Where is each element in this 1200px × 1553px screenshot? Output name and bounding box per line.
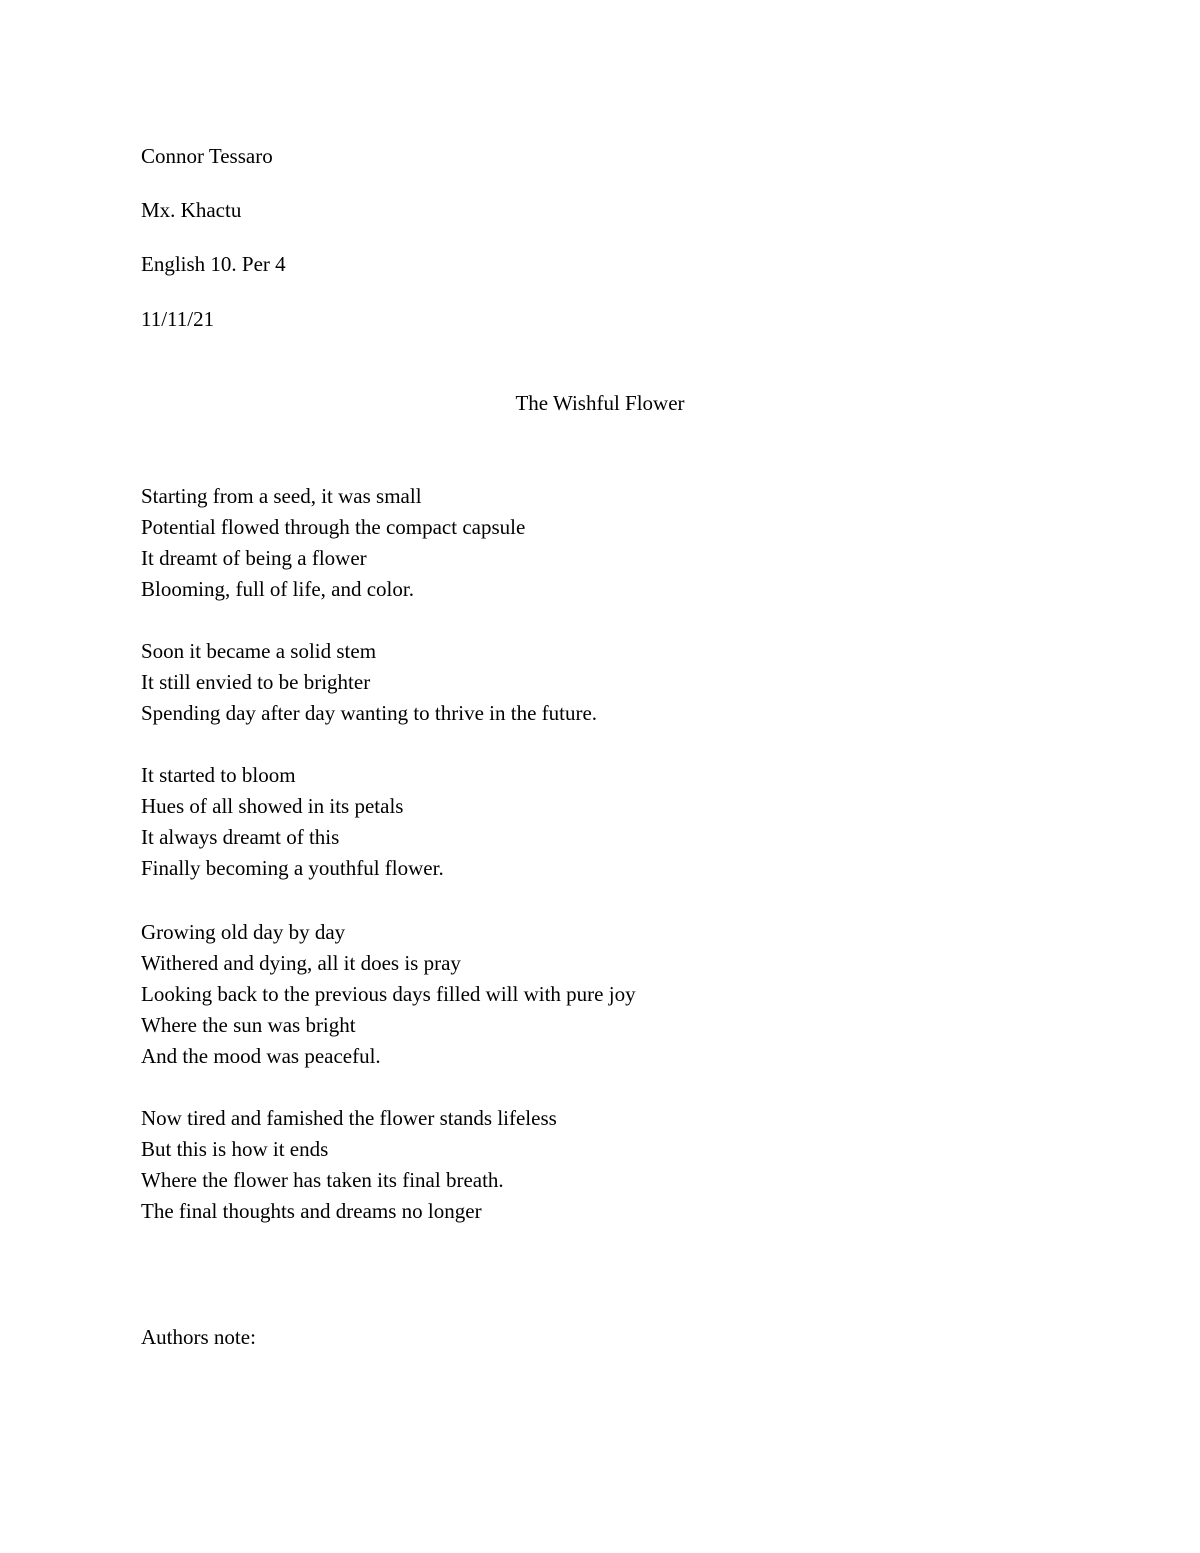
stanza-3 bbox=[141, 763, 444, 887]
poem-line: The final thoughts and dreams no longer bbox=[141, 1199, 482, 1223]
poem-line: Blooming, full of life, and color. bbox=[141, 577, 414, 601]
stanza-2 bbox=[141, 639, 597, 732]
poem-line: Looking back to the previous days filled will with pure joy bbox=[141, 982, 636, 1006]
stanza-5 bbox=[141, 1106, 557, 1230]
poem-line: But this is how it ends bbox=[141, 1137, 329, 1161]
poem-line: Withered and dying, all it does is pray bbox=[141, 951, 461, 975]
poem-line: Growing old day by day bbox=[141, 920, 346, 944]
poem-line: Where the flower has taken its final breath. bbox=[141, 1168, 504, 1192]
poem-line: And the mood was peaceful. bbox=[141, 1044, 381, 1068]
poem-line: It dreamt of being a flower bbox=[141, 546, 367, 570]
poem-line: Starting from a seed, it was small bbox=[141, 484, 422, 508]
stanza-4 bbox=[141, 920, 636, 1075]
poem-line: It started to bloom bbox=[141, 763, 296, 787]
student-name: Connor Tessaro bbox=[141, 144, 273, 168]
poem-line: It always dreamt of this bbox=[141, 825, 340, 849]
poem-line: Finally becoming a youthful flower. bbox=[141, 856, 444, 880]
course-period: English 10. Per 4 bbox=[141, 252, 286, 276]
poem-line: Potential flowed through the compact capsule bbox=[141, 515, 526, 539]
poem-line: It still envied to be brighter bbox=[141, 670, 371, 694]
teacher-name: Mx. Khactu bbox=[141, 198, 242, 222]
poem-line: Hues of all showed in its petals bbox=[141, 794, 404, 818]
poem-line: Now tired and famished the flower stands lifeless bbox=[141, 1106, 557, 1130]
poem-line: Spending day after day wanting to thrive in the future. bbox=[141, 701, 598, 725]
poem-title: The Wishful Flower bbox=[515, 391, 685, 415]
poem-line: Soon it became a solid stem bbox=[141, 639, 377, 663]
authors-note-label: Authors note: bbox=[141, 1325, 256, 1349]
stanza-1 bbox=[141, 484, 525, 608]
poem-line: Where the sun was bright bbox=[141, 1013, 356, 1037]
date: 11/11/21 bbox=[141, 307, 215, 331]
